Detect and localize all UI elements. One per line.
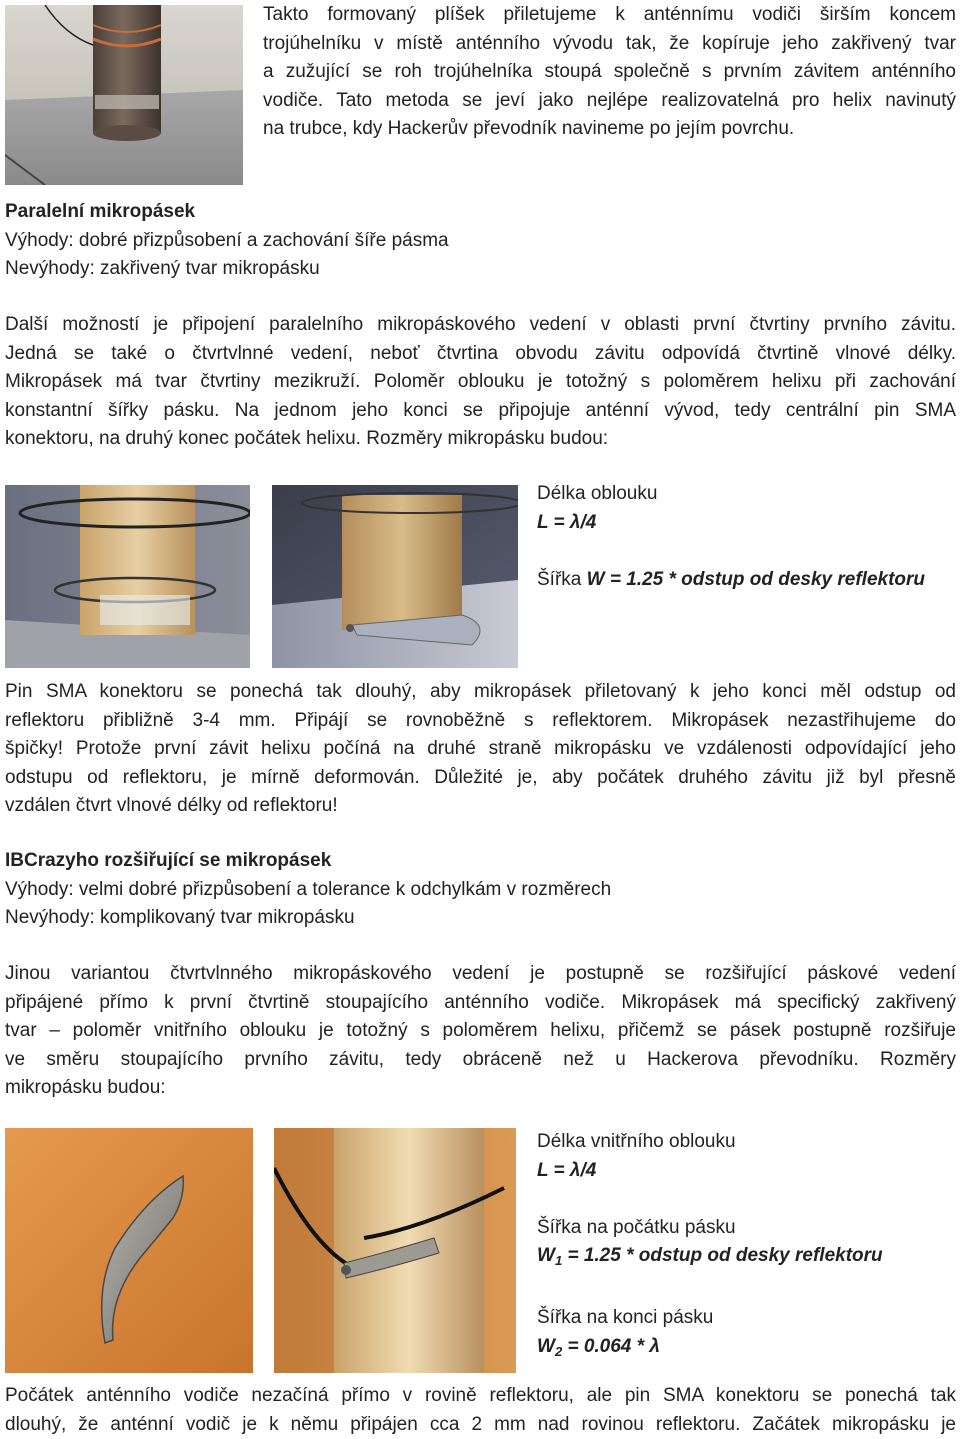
parallel-dimensions bbox=[537, 480, 925, 594]
parallel-section-header bbox=[5, 198, 956, 284]
ibc-body-paragraph bbox=[5, 960, 956, 1103]
body-line: konektoru, na druhý konec počátek helixu. Rozměry mikropásku budou: bbox=[5, 425, 956, 454]
intro-paragraph bbox=[263, 1, 956, 144]
arc-length-formula: L = λ/4 bbox=[537, 509, 925, 538]
body-line: vzdálen čtvrt vlnové délky od reflektoru! bbox=[5, 792, 956, 821]
w2-formula-line bbox=[537, 1333, 883, 1367]
intro-line: Takto formovaný plíšek přiletujeme k anténnímu vodiči širším koncem bbox=[263, 1, 956, 30]
body-line: špičky! Protože první závit helixu počíná na druhé straně mikropásku ve vzdálenosti odpovídající jeho bbox=[5, 735, 956, 764]
ibc-section-header bbox=[5, 847, 956, 933]
w2-label: Šířka na konci pásku bbox=[537, 1304, 883, 1333]
w1-symbol: W bbox=[537, 1245, 555, 1266]
width-line bbox=[537, 566, 925, 595]
body-line: reflektoru přibližně 3-4 mm. Připájí se rovnoběžně s reflektorem. Mikropásek nezastřihujeme do bbox=[5, 707, 956, 736]
intro-line: vodiče. Tato metoda se jeví jako nejlépe realizovatelná pro helix navinutý bbox=[263, 87, 956, 116]
intro-line: a zužující se roh trojúhelníka stoupá společně s prvním závitem anténního bbox=[263, 58, 956, 87]
inner-arc-formula: L = λ/4 bbox=[537, 1157, 883, 1186]
w1-formula-line bbox=[537, 1242, 883, 1276]
inner-arc-label: Délka vnitřního oblouku bbox=[537, 1128, 883, 1157]
w1-subscript: 1 bbox=[555, 1253, 562, 1268]
parallel-body-paragraph bbox=[5, 311, 956, 454]
ibc-after-paragraph bbox=[5, 1382, 956, 1439]
body-line: Další možností je připojení paralelního mikropáskového vedení v oblasti první čtvrtiny prvního závitu. bbox=[5, 311, 956, 340]
body-line: konstantní šířky pásku. Na jednom jeho konci se připojuje anténní vývod, tedy centrální pin SMA bbox=[5, 397, 956, 426]
pros-text: Výhody: velmi dobré přizpůsobení a tolerance k odchylkám v rozměrech bbox=[5, 876, 956, 905]
parallel-after-paragraph bbox=[5, 678, 956, 821]
w1-label: Šířka na počátku pásku bbox=[537, 1214, 883, 1243]
body-line: Počátek anténního vodiče nezačíná přímo v rovině reflektoru, ale pin SMA konektoru se ponechá tak bbox=[5, 1382, 956, 1411]
section-heading: IBCrazyho rozšiřující se mikropásek bbox=[5, 847, 956, 876]
body-line: připájené přímo k první čtvrtině stoupajícího anténního vodiče. Mikropásek má specifický zakřivený bbox=[5, 989, 956, 1018]
w1-formula: = 1.25 * odstup od desky reflektoru bbox=[562, 1245, 882, 1266]
w2-subscript: 2 bbox=[555, 1344, 562, 1359]
cons-text: Nevýhody: komplikovaný tvar mikropásku bbox=[5, 904, 956, 933]
cons-text: Nevýhody: zakřivený tvar mikropásku bbox=[5, 255, 956, 284]
intro-line: na trubce, kdy Hackerův převodník navineme po jejím povrchu. bbox=[263, 115, 956, 144]
width-formula: W = 1.25 * odstup od desky reflektoru bbox=[587, 569, 925, 590]
body-line: Jinou variantou čtvrtvlnného mikropáskového vedení je postupně se rozšiřující páskové vedení bbox=[5, 960, 956, 989]
intro-line: trojúhelníku v místě anténního vývodu tak, že kopíruje jeho zakřivený tvar bbox=[263, 30, 956, 59]
tapered-strip-photo bbox=[5, 1128, 253, 1373]
soldered-strip-photo bbox=[274, 1128, 516, 1373]
arc-length-label: Délka oblouku bbox=[537, 480, 925, 509]
ibc-dimensions bbox=[537, 1128, 883, 1366]
w2-formula: = 0.064 * λ bbox=[562, 1336, 660, 1357]
helix-tube-photo bbox=[5, 5, 243, 185]
wooden-post-helix-photo bbox=[5, 485, 250, 668]
section-heading: Paralelní mikropásek bbox=[5, 198, 956, 227]
body-line: mikropásku budou: bbox=[5, 1074, 956, 1103]
body-line: Jedná se také o čtvrtvlnné vedení, neboť čtvrtina obvodu závitu odpovídá čtvrtině vlnové délky. bbox=[5, 340, 956, 369]
width-label: Šířka bbox=[537, 569, 587, 590]
body-line: Mikropásek má tvar čtvrtiny mezikruží. Poloměr oblouku je totožný s poloměrem helixu při zachování bbox=[5, 368, 956, 397]
w2-symbol: W bbox=[537, 1336, 555, 1357]
quarter-ring-microstrip-photo bbox=[272, 485, 518, 668]
body-line: Pin SMA konektoru se ponechá tak dlouhý, aby mikropásek přiletovaný k jeho konci měl odstup od bbox=[5, 678, 956, 707]
body-line: dlouhý, že anténní vodič je k němu připájen cca 2 mm nad rovinou reflektoru. Začátek mikropásku je bbox=[5, 1411, 956, 1439]
pros-text: Výhody: dobré přizpůsobení a zachování šíře pásma bbox=[5, 227, 956, 256]
body-line: ve směru stoupajícího prvního závitu, tedy obráceně než u Hackerova převodníku. Rozměry bbox=[5, 1046, 956, 1075]
body-line: tvar – poloměr vnitřního oblouku je totožný s poloměrem helixu, přičemž se pásek postupně rozšiřuje bbox=[5, 1017, 956, 1046]
body-line: odstupu od reflektoru, je mírně deformován. Důležité je, aby počátek druhého závitu již byl přesně bbox=[5, 764, 956, 793]
